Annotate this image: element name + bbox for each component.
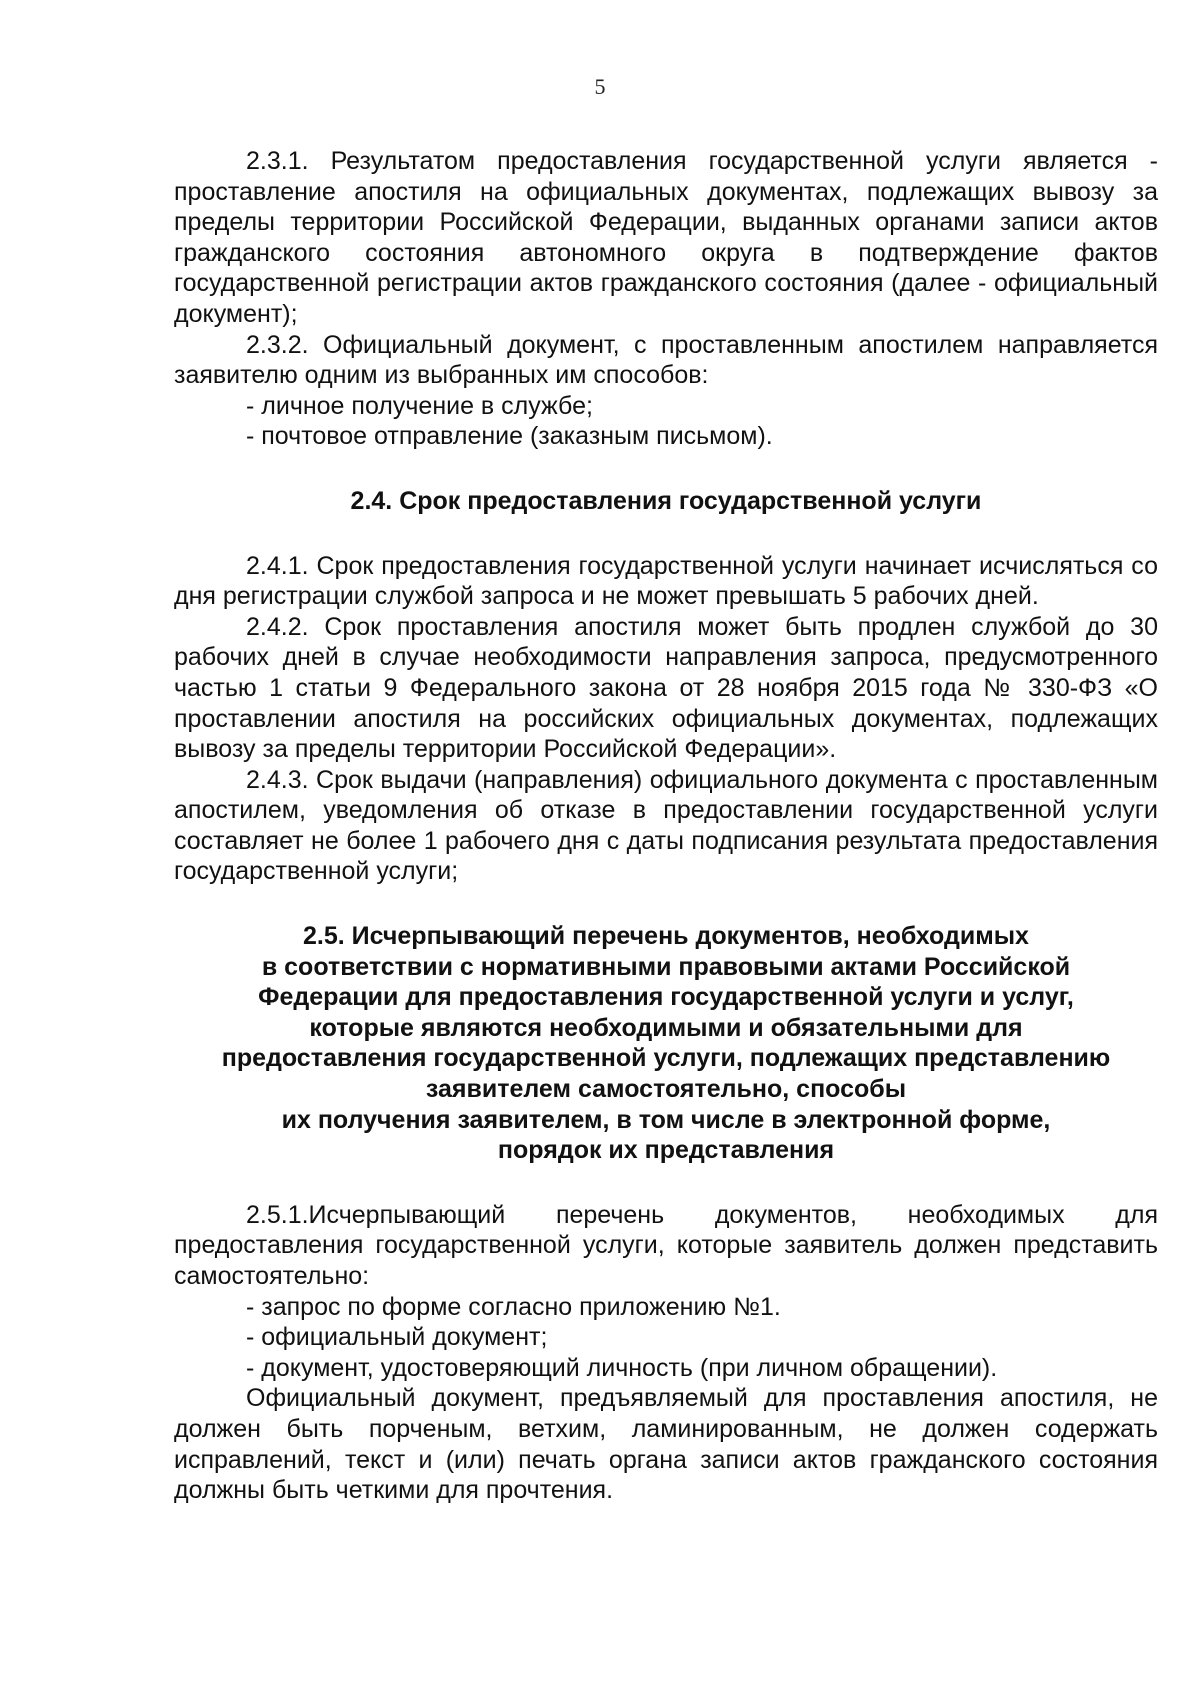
paragraph-2-4-1: 2.4.1. Срок предоставления государственной услуги начинает исчисляться со дня регистрации службой запроса и не может превышать 5 рабочих дней. [174,551,1158,611]
heading-line: порядок их представления [497,1136,835,1165]
list-item: - запрос по форме согласно приложению №1. [246,1292,781,1321]
heading-line: в соответствии с нормативными правовыми актами Российской [261,952,1071,981]
list-item: - личное получение в службе; [246,391,593,420]
heading-line: их получения заявителем, в том числе в электронной форме, [281,1105,1051,1134]
paragraph-2-4-2: 2.4.2. Срок проставления апостиля может быть продлен службой до 30 рабочих дней в случае необходимости направления запроса, предусмотренного частью 1 статьи 9 Федерального закона от 28 ноября 2015 года № 330-ФЗ «О проставлении апостиля на российских официальных документах, подлежащих вывозу за пределы территории Российской Федерации». [174,612,1158,764]
document-body [174,146,1158,1506]
paragraph-2-4-3: 2.4.3. Срок выдачи (направления) официального документа с проставленным апостилем, уведомления об отказе в предоставлении государственной услуги составляет не более 1 рабочего дня с даты подписания результата предоставления государственной услуги; [174,765,1158,886]
page-number: 5 [594,74,606,99]
paragraph-final: Официальный документ, предъявляемый для проставления апостиля, не должен быть порченым, ветхим, ламинированным, не должен содержать исправлений, текст и (или) печать органа записи актов гражданского состояния должны быть четкими для прочтения. [174,1384,1158,1505]
list-item: - официальный документ; [246,1323,548,1352]
paragraph-2-3-1: 2.3.1. Результатом предоставления государственной услуги является - проставление апостиля на официальных документах, подлежащих вывозу за пределы территории Российской Федерации, выданных органами записи актов гражданского состояния автономного округа в подтверждение фактов государственной регистрации актов гражданского состояния (далее - официальный документ); [174,147,1158,328]
paragraph-2-5-1: 2.5.1.Исчерпывающий перечень документов, необходимых для предоставления государственной услуги, которые заявитель должен представить самостоятельно: [174,1200,1158,1290]
paragraph-2-3-2: 2.3.2. Официальный документ, с проставленным апостилем направляется заявителю одним из выбранных им способов: [174,330,1158,390]
heading-line: Федерации для предоставления государственной услуги и услуг, [258,983,1074,1012]
heading-line: 2.5. Исчерпывающий перечень документов, необходимых [303,922,1029,951]
section-heading-2-5 [174,921,1158,1166]
list-item: - документ, удостоверяющий личность (при личном обращении). [246,1353,998,1382]
section-heading-2-4: 2.4. Срок предоставления государственной услуги [350,486,982,515]
heading-line: предоставления государственной услуги, подлежащих представлению [221,1044,1111,1073]
list-item: - почтовое отправление (заказным письмом). [246,422,773,451]
heading-line: которые являются необходимыми и обязательными для [309,1013,1023,1042]
heading-line: заявителем самостоятельно, способы [425,1075,907,1104]
